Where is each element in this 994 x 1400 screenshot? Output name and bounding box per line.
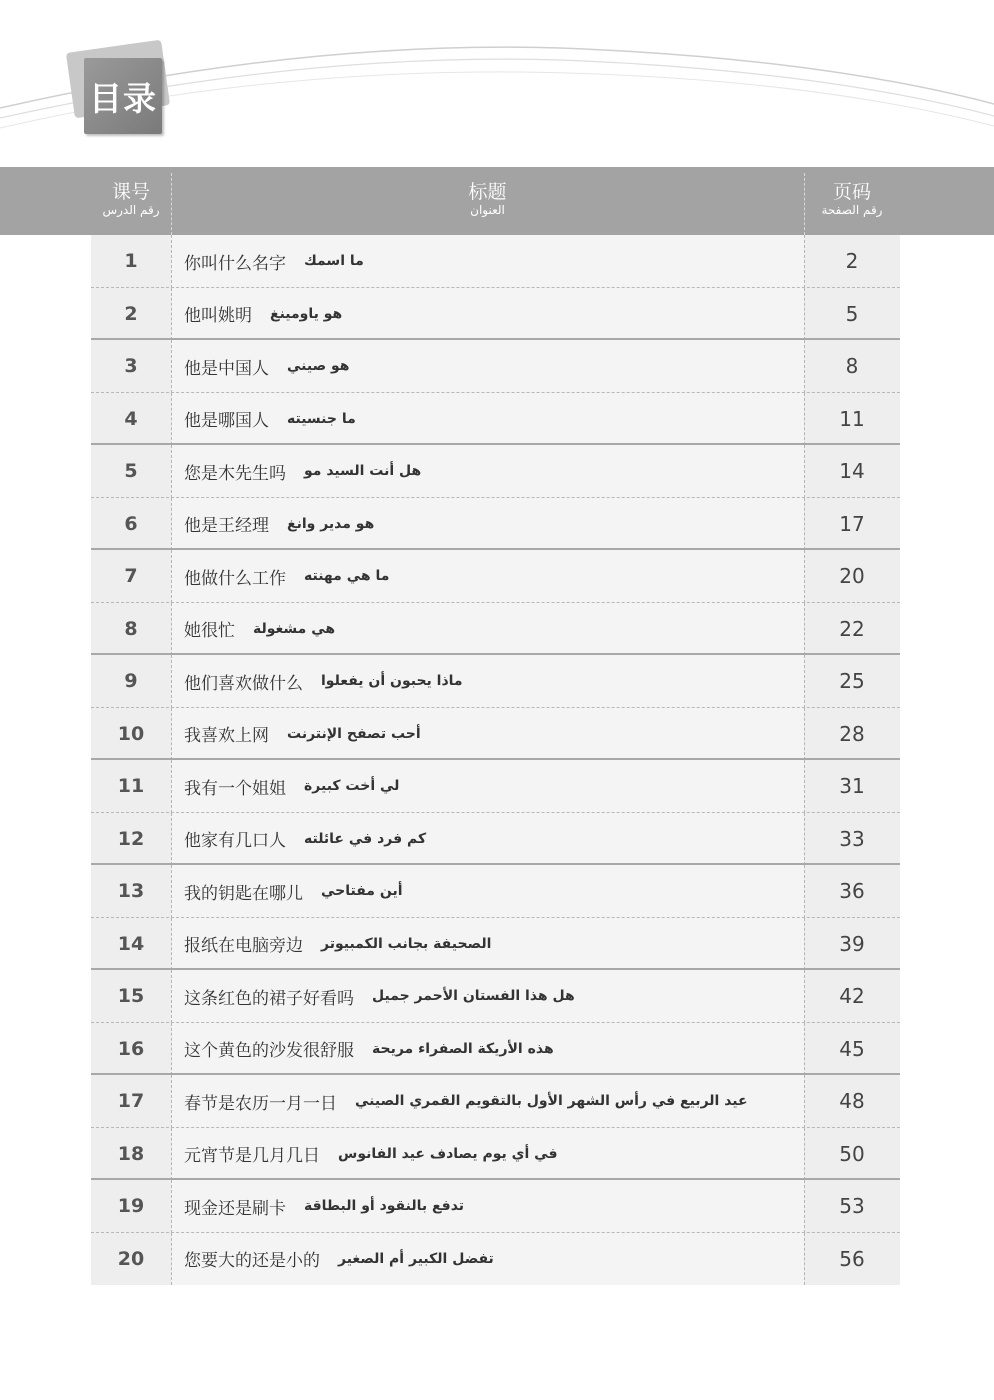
lesson-title-zh: 他家有几口人 [184,831,286,851]
lesson-number: 15 [117,985,145,1007]
lesson-title[interactable] [171,498,804,550]
header-lesson-zh: 课号 [111,181,150,203]
lesson-number: 8 [124,617,138,640]
lesson-number: 6 [124,512,138,535]
lesson-title-zh: 元宵节是几月几日 [184,1146,320,1166]
lesson-title[interactable] [171,393,804,445]
page-number: 53 [839,1194,865,1218]
lesson-title-zh: 报纸在电脑旁边 [184,936,303,956]
lesson-title[interactable] [171,235,804,287]
lesson-title-zh: 春节是农历一月一日 [184,1093,337,1114]
lesson-title-ar: هي مشغولة [253,620,336,637]
page-number: 25 [839,669,865,693]
lesson-title[interactable] [171,813,804,865]
toc-row[interactable] [91,340,900,393]
lesson-title-ar: ما هي مهنته [304,568,390,584]
lesson-title-zh: 您要大的还是小的 [184,1251,320,1271]
header-page-zh: 页码 [832,181,871,203]
lesson-title[interactable] [171,550,804,602]
lesson-title-ar: عيد الربيع في رأس الشهر الأول بالتقويم القمري الصيني [355,1093,748,1109]
toc-row[interactable] [91,550,900,603]
lesson-title[interactable] [171,603,804,655]
toc-row[interactable] [91,1180,900,1233]
lesson-title-zh: 他们喜欢做什么 [184,673,303,694]
page-number: 17 [839,511,865,536]
header-title [171,167,804,235]
page-number: 45 [839,1036,865,1061]
toc-row[interactable] [91,445,900,498]
lesson-title-ar: هل أنت السيد مو [304,463,422,479]
page-number: 48 [839,1089,865,1113]
lesson-number: 19 [117,1195,145,1217]
page-number: 50 [839,1141,865,1166]
lesson-title-zh: 他叫姚明 [184,306,252,326]
lesson-title-ar: لي أخت كبيرة [304,778,400,794]
page-number: 2 [845,249,859,273]
lesson-title[interactable] [171,970,804,1022]
lesson-title-zh: 您是木先生吗 [184,463,286,484]
lesson-number: 2 [124,302,138,325]
toc-row[interactable] [91,1023,900,1076]
lesson-number: 9 [124,670,138,692]
lesson-title[interactable] [171,655,804,707]
title-badge [84,58,162,134]
lesson-title[interactable] [171,760,804,812]
lesson-title-zh: 他是中国人 [184,358,269,379]
lesson-title-zh: 我有一个姐姐 [184,778,286,799]
header-page-ar: رقم الصفحة [821,203,883,217]
lesson-number: 4 [124,407,138,430]
lesson-title[interactable] [171,918,804,970]
toc-row[interactable] [91,760,900,813]
toc-row[interactable] [91,603,900,656]
lesson-title-ar: ماذا يحبون أن يفعلوا [321,673,463,689]
page-number: 22 [839,616,865,641]
lesson-number: 5 [124,460,138,482]
page-number: 14 [839,459,865,483]
lesson-title[interactable] [171,340,804,392]
lesson-number: 14 [117,932,145,955]
toc-row[interactable] [91,1233,900,1286]
lesson-title-ar: تفضل الكبير أم الصغير [338,1250,494,1267]
toc-row[interactable] [91,235,900,288]
lesson-title[interactable] [171,865,804,917]
toc-table [91,235,900,1285]
lesson-title-zh: 他做什么工作 [184,568,286,589]
lesson-title-zh: 他是王经理 [184,516,269,536]
header-lesson [91,167,171,235]
toc-row[interactable] [91,498,900,551]
toc-row[interactable] [91,865,900,918]
lesson-title-zh: 我喜欢上网 [184,726,269,746]
page-title: 目录 [89,78,157,118]
header-title-ar: العنوان [470,203,505,217]
lesson-title-ar: أين مفتاحي [321,883,403,899]
page-number: 20 [839,564,865,588]
toc-row[interactable] [91,813,900,866]
lesson-title[interactable] [171,1023,804,1075]
lesson-title-ar: هو مدير وانغ [287,515,375,532]
lesson-title[interactable] [171,288,804,340]
header-lesson-ar: رقم الدرس [102,203,160,217]
lesson-number: 18 [117,1142,145,1165]
lesson-title-zh: 我的钥匙在哪儿 [184,883,303,904]
lesson-title-ar: هذه الأريكة الصفراء مريحة [372,1040,554,1057]
lesson-title-zh: 她很忙 [184,621,235,641]
lesson-number: 20 [117,1247,145,1270]
toc-row[interactable] [91,655,900,708]
lesson-title-ar: أحب تصفح الإنترنت [287,725,421,742]
lesson-number: 3 [124,355,138,377]
lesson-title[interactable] [171,1233,804,1285]
page-number: 31 [839,774,865,798]
header-page [804,167,900,235]
lesson-title[interactable] [171,1180,804,1232]
lesson-number: 17 [117,1090,145,1112]
lesson-number: 1 [124,250,138,272]
toc-row[interactable] [91,970,900,1023]
lesson-title-ar: هل هذا الفستان الأحمر جميل [372,988,575,1004]
toc-row[interactable] [91,1075,900,1128]
lesson-title-ar: ما اسمك [304,253,364,269]
lesson-title-ar: هو ياومينغ [270,305,343,322]
lesson-title-ar: في أي يوم يصادف عيد الفانوس [338,1145,558,1162]
page-number: 28 [839,721,865,746]
toc-row[interactable] [91,708,900,761]
toc-row[interactable] [91,393,900,446]
lesson-title[interactable] [171,445,804,497]
toc-row[interactable] [91,1128,900,1181]
lesson-number: 12 [117,827,145,850]
page-number: 36 [839,879,865,903]
page-number: 56 [839,1246,865,1271]
lesson-number: 7 [124,565,138,587]
page-number: 33 [839,826,865,851]
lesson-title-ar: الصحيفة بجانب الكمبيوتر [321,935,492,952]
lesson-title[interactable] [171,1128,804,1180]
lesson-number: 10 [117,722,145,745]
lesson-number: 16 [117,1037,145,1060]
lesson-title[interactable] [171,1075,804,1127]
lesson-title-ar: ما جنسيته [287,410,356,427]
lesson-title-ar: تدفع بالنقود أو البطاقة [304,1198,465,1214]
page-number: 5 [845,301,859,326]
toc-row[interactable] [91,288,900,341]
page-number: 39 [839,931,865,956]
lesson-title-ar: هو صيني [287,358,350,374]
lesson-title-ar: كم فرد في عائلته [304,830,427,847]
page-number: 11 [839,406,865,431]
lesson-title[interactable] [171,708,804,760]
lesson-number: 11 [117,775,145,797]
page-number: 8 [845,354,859,378]
lesson-title-zh: 这条红色的裙子好看吗 [184,988,354,1009]
lesson-title-zh: 你叫什么名字 [184,253,286,274]
lesson-title-zh: 这个黄色的沙发很舒服 [184,1041,354,1061]
page-number: 42 [839,984,865,1008]
lesson-title-zh: 他是哪国人 [184,411,269,431]
header-title-zh: 标题 [468,181,507,203]
toc-row[interactable] [91,918,900,971]
lesson-title-zh: 现金还是刷卡 [184,1198,286,1219]
lesson-number: 13 [117,880,145,902]
table-header [0,167,994,235]
